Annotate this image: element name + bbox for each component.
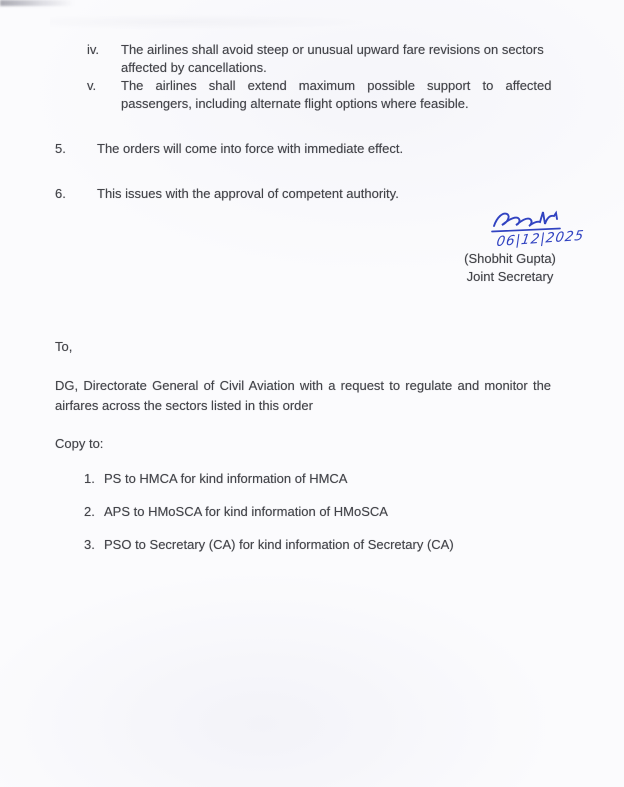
clause-text: The orders will come into force with immediate effect. [97,141,404,156]
scan-streak [50,14,370,30]
copy-item-marker: 1. [84,471,95,486]
addressee-paragraph [55,376,551,416]
sub-clause-text [121,77,552,113]
sub-clause-marker: v. [87,78,97,93]
clause-text: This issues with the approval of competent authority. [97,186,399,201]
copy-item-text: PS to HMCA for kind information of HMCA [104,471,348,486]
scan-smudge [0,0,78,6]
addressee-line: DG, Directorate General of Civil Aviation with a request to regulate and monitor the [55,378,552,393]
sub-clause-text [121,41,544,77]
clause-marker: 5. [55,141,66,156]
sub-clause-list [87,41,552,113]
handwritten-date-text: 06|12|2025 [495,227,586,251]
clause-line: passengers, including alternate flight options where feasible. [121,96,469,111]
sub-clause-v [87,77,552,113]
clause-line: The airlines shall extend maximum possible support to affected [121,78,552,93]
signature-area [488,205,606,253]
clause-marker: 6. [55,186,66,201]
signatory-block [428,250,592,285]
copy-item-text: PSO to Secretary (CA) for kind information of Secretary (CA) [104,537,454,552]
signatory-title: Joint Secretary [466,268,554,284]
sub-clause-marker: iv. [87,42,100,57]
clause-line: The airlines shall avoid steep or unusual upward fare revisions on sectors [121,42,544,57]
copy-item-3 [84,536,454,554]
copy-to-label: Copy to: [55,436,104,451]
signature-scribble [494,212,557,226]
clause-line: affected by cancellations. [121,60,267,75]
copy-list [84,470,454,569]
signatory-name: (Shobhit Gupta) [464,251,556,266]
salutation-to: To, [55,339,73,354]
copy-item-text: APS to HMoSCA for kind information of HMoSCA [104,504,388,519]
copy-item-2 [84,503,454,521]
clause-6 [55,185,399,203]
addressee-line: airfares across the sectors listed in this order [55,398,313,413]
copy-item-marker: 3. [84,537,95,552]
clause-5 [55,140,403,158]
copy-item-1 [84,470,454,488]
sub-clause-iv [87,41,552,77]
copy-item-marker: 2. [84,504,95,519]
